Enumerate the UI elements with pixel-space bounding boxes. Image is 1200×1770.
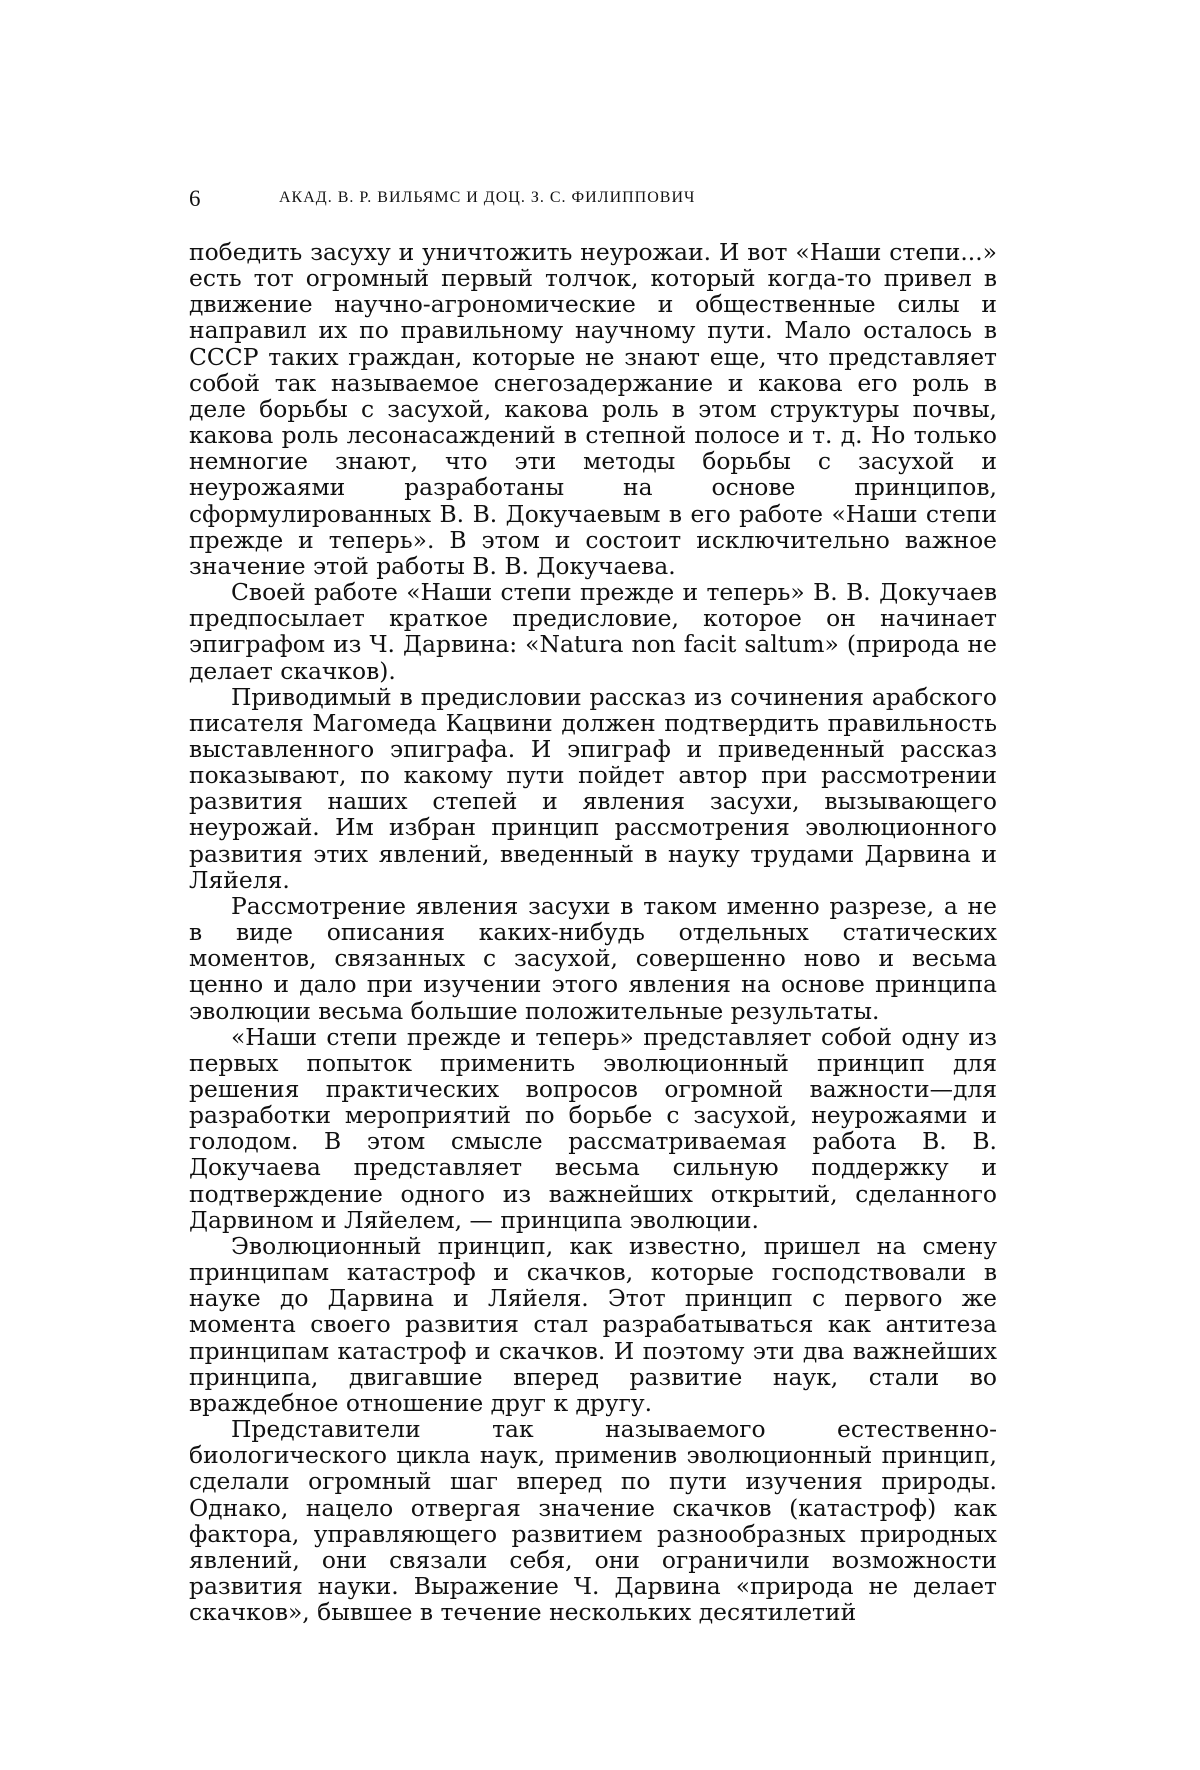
paragraph: победить засуху и уничтожить неурожаи. И вот «Наши степи...» есть тот огромный первый толчок, который когда-то привел в движение научно-агрономические и общественные силы и направил их по правильному научному пути. Мало осталось в СССР таких граждан, которые не знают еще, что представляет собой так называемое снегозадержание и какова его роль в деле борьбы с засухой, какова роль в этом структуры почвы, какова роль лесонасаждений в степной полосе и т. д. Но только немногие знают, что эти методы борьбы с засухой и неурожаями разработаны на основе принципов, сформулированных В. В. Докучаевым в его работе «Наши степи прежде и теперь». В этом и состоит исключительно важное значение этой работы В. В. Докучаева. xyxy=(189,239,997,579)
page-number: 6 xyxy=(189,186,201,212)
paragraph: Представители так называемого естественно-биологического цикла наук, применив эволюционный принцип, сделали огромный шаг вперед по пути изучения природы. Однако, нацело отвергая значение скачков (катастроф) как фактора, управляющего развитием разнообразных природных явлений, они связали себя, они ограничили возможности развития науки. Выражение Ч. Дарвина «природа не делает скачков», бывшее в течение нескольких десятилетий xyxy=(189,1416,997,1625)
paragraph: «Наши степи прежде и теперь» представляет собой одну из первых попыток применить эволюционный принцип для решения практических вопросов огромной важности—для разработки мероприятий по борьбе с засухой, неурожаями и голодом. В этом смысле рассматриваемая работа В. В. Докучаева представляет весьма сильную поддержку и подтверждение одного из важнейших открытий, сделанного Дарвином и Ляйелем, — принципа эволюции. xyxy=(189,1024,997,1233)
running-title: АКАД. В. Р. ВИЛЬЯМС И ДОЦ. З. С. ФИЛИППОВИЧ xyxy=(279,189,695,207)
paragraph: Рассмотрение явления засухи в таком именно разрезе, а не в виде описания каких-нибудь отдельных статических моментов, связанных с засухой, совершенно ново и весьма ценно и дало при изучении этого явления на основе принципа эволюции весьма большие положительные результаты. xyxy=(189,893,997,1024)
paragraph: Эволюционный принцип, как известно, пришел на смену принципам катастроф и скачков, которые господствовали в науке до Дарвина и Ляйеля. Этот принцип с первого же момента своего развития стал разрабатываться как антитеза принципам катастроф и скачков. И поэтому эти два важнейших принципа, двигавшие вперед развитие наук, стали во враждебное отношение друг к другу. xyxy=(189,1233,997,1416)
paragraph: Приводимый в предисловии рассказ из сочинения арабского писателя Магомеда Кацвини должен подтвердить правильность выставленного эпиграфа. И эпиграф и приведенный рассказ показывают, по какому пути пойдет автор при рассмотрении развития наших степей и явления засухи, вызывающего неурожай. Им избран принцип рассмотрения эволюционного развития этих явлений, введенный в науку трудами Дарвина и Ляйеля. xyxy=(189,684,997,893)
body-text xyxy=(189,239,997,1625)
page-header xyxy=(189,186,997,216)
paragraph: Своей работе «Наши степи прежде и теперь» В. В. Докучаев предпосылает краткое предисловие, которое он начинает эпиграфом из Ч. Дарвина: «Natura non facit saltum» (природа не делает скачков). xyxy=(189,579,997,684)
